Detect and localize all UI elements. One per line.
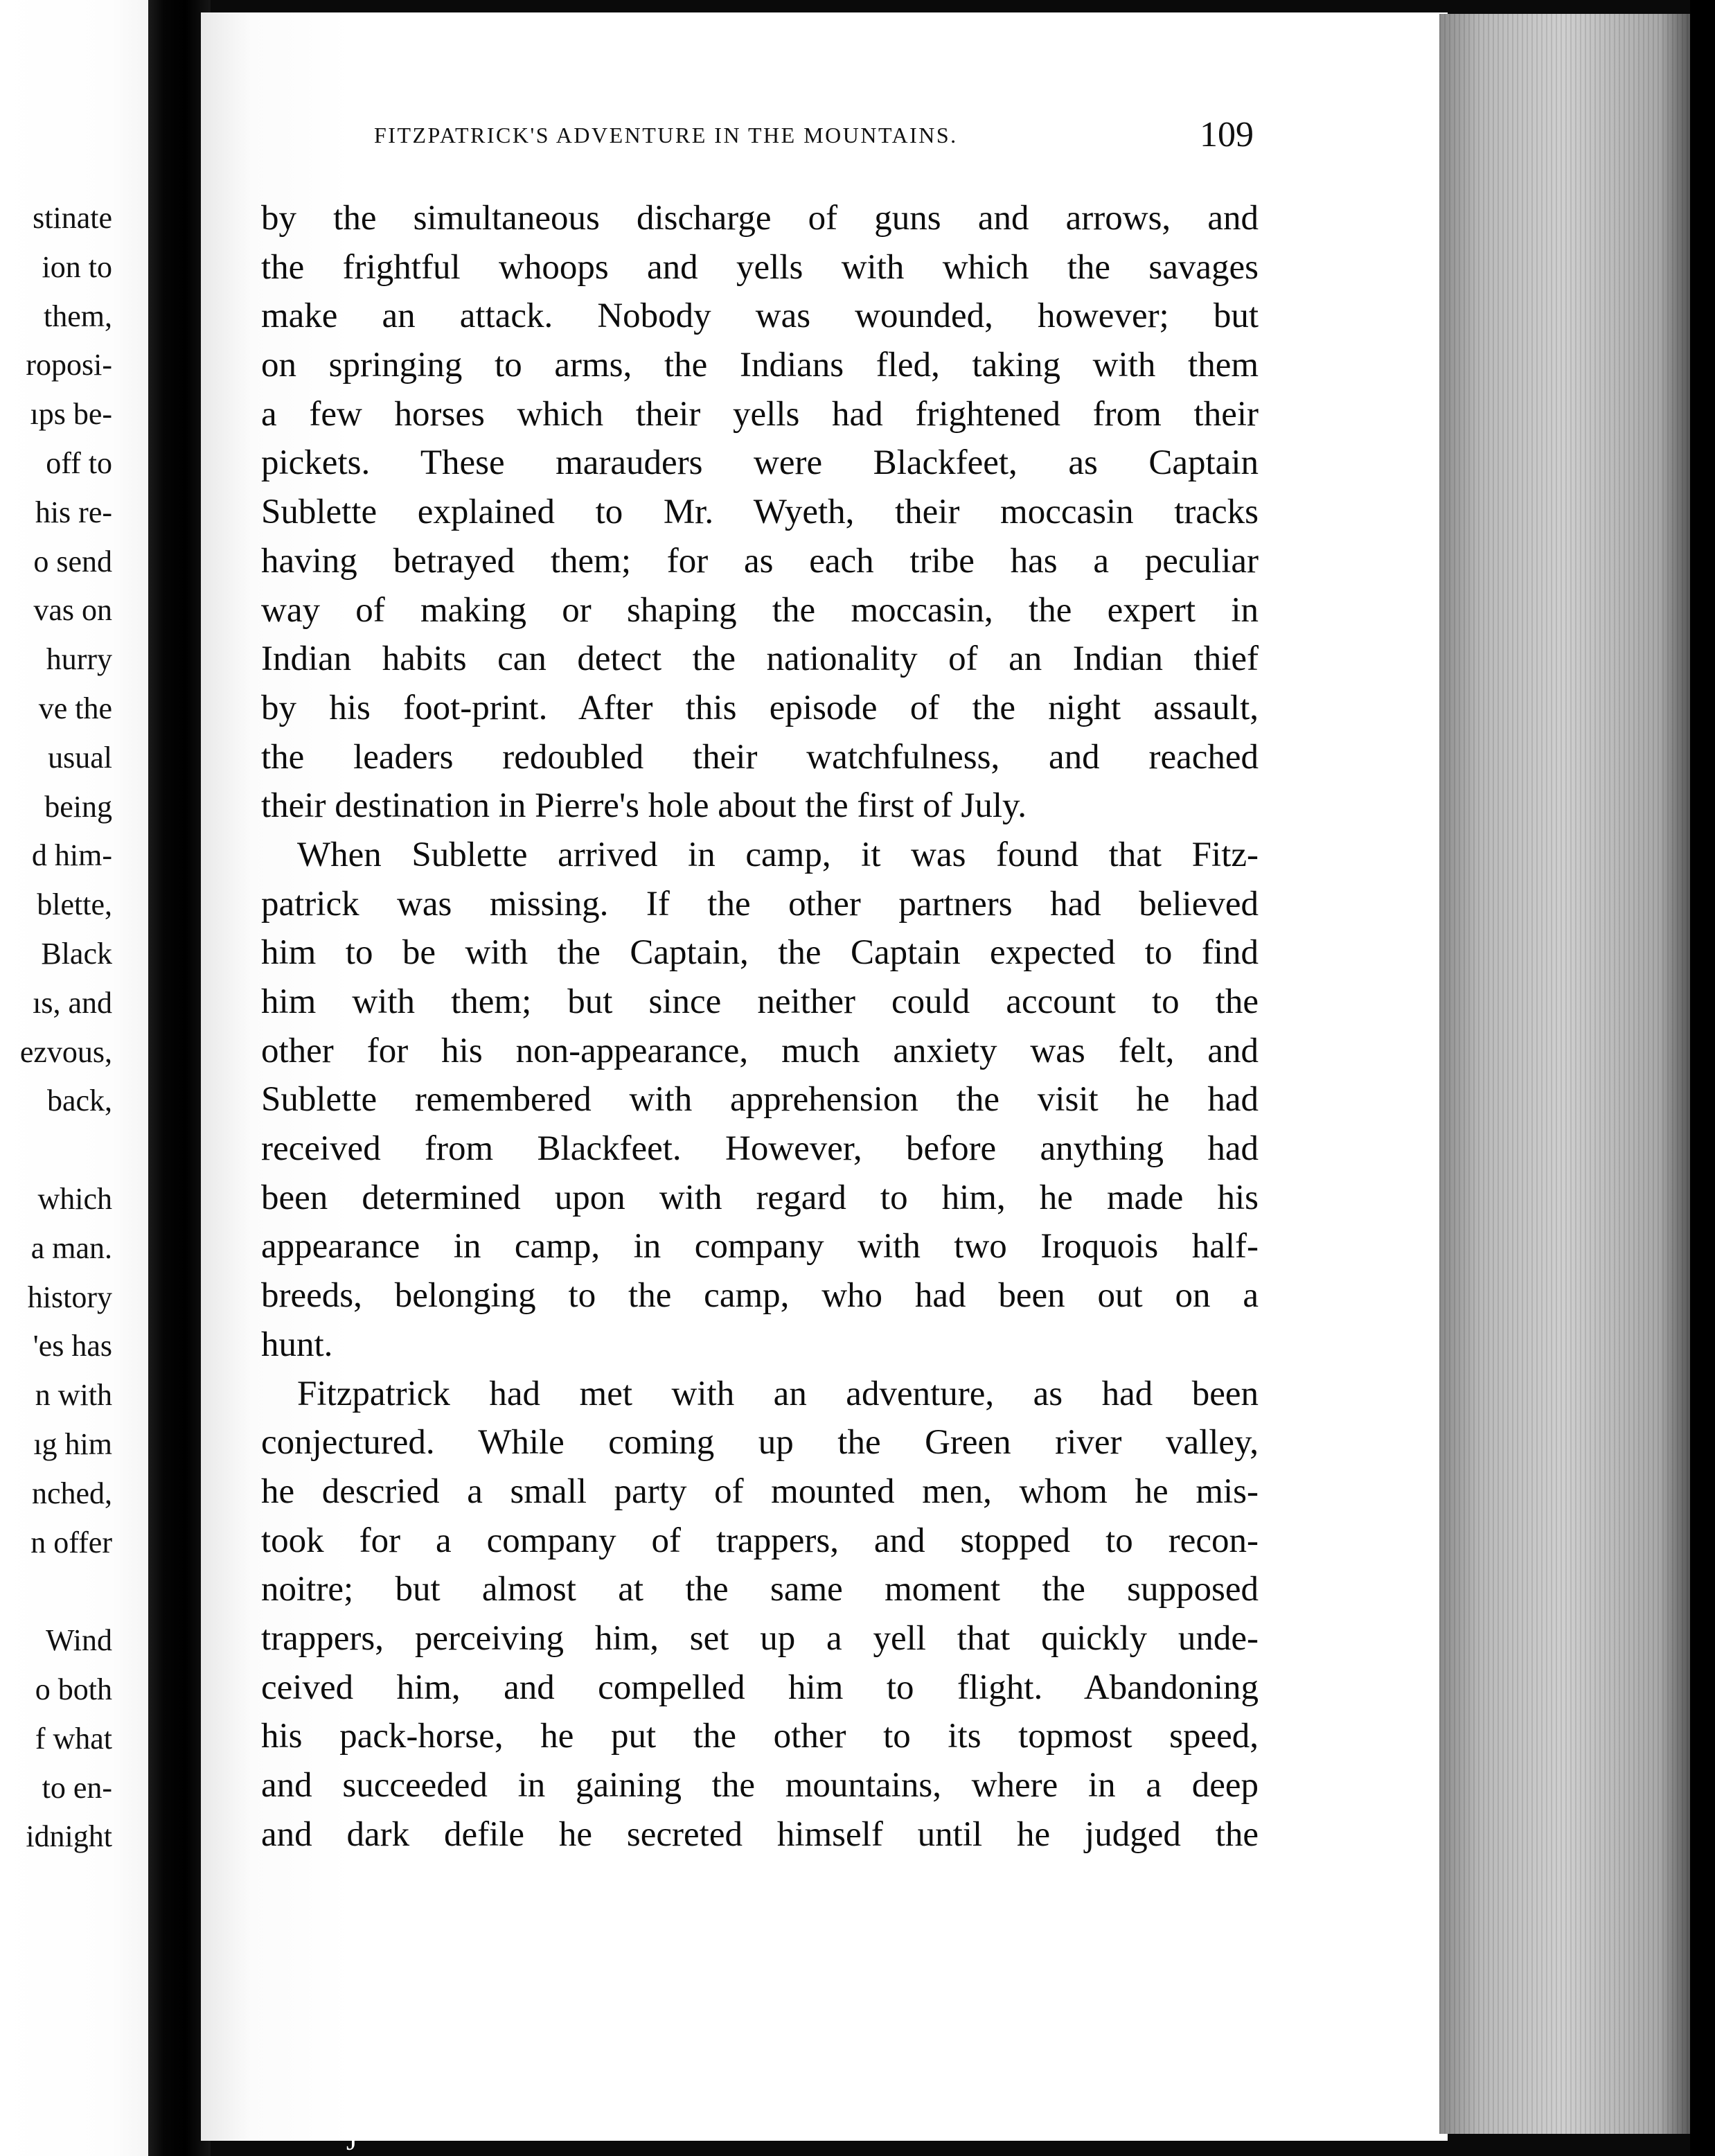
left-line: o both (35, 1672, 112, 1706)
left-line: 'es has (33, 1329, 112, 1363)
left-line: which (37, 1181, 112, 1216)
text-line: pickets. These marauders were Blackfeet, as Captain (261, 443, 1259, 483)
left-line: ion to (42, 249, 112, 284)
text-line: way of making or shaping the moccasin, the expert in (261, 590, 1259, 630)
text-line: Sublette remembered with apprehension the visit he had (261, 1080, 1259, 1120)
text-line: a few horses which their yells had frightened from their (261, 394, 1259, 434)
text-line: he descried a small party of mounted men, whom he mis- (261, 1472, 1259, 1511)
text-line: appearance in camp, in company with two Iroquois half- (261, 1227, 1259, 1266)
left-line: roposi- (26, 348, 112, 382)
text-line: breeds, belonging to the camp, who had been out on a (261, 1276, 1259, 1316)
text-line: Indian habits can detect the nationality of an Indian thief (261, 639, 1259, 679)
left-line: idnight (26, 1819, 112, 1854)
page-edges-stack (1439, 14, 1715, 2134)
text-line: his pack-horse, he put the other to its topmost speed, (261, 1717, 1259, 1756)
left-line: off to (46, 445, 112, 480)
left-line: back, (46, 1084, 112, 1118)
text-line: received from Blackfeet. However, before anything had (261, 1129, 1259, 1169)
left-line: n with (35, 1378, 112, 1413)
left-line (0, 1126, 112, 1175)
left-line: o send (33, 544, 112, 578)
text-line: and dark defile he secreted himself until he judged the (261, 1814, 1259, 1854)
text-line: Sublette explained to Mr. Wyeth, their moccasin tracks (261, 493, 1259, 532)
text-line: their destination in Pierre's hole about the first of July. (261, 786, 1027, 826)
left-line: them, (44, 299, 112, 333)
text-line: Fitzpatrick had met with an adventure, as had been (297, 1374, 1259, 1413)
left-line: ezvous, (19, 1034, 112, 1069)
body-text (261, 194, 1259, 1859)
text-line: the frightful whoops and yells with which the savages (261, 247, 1259, 287)
text-line: noitre; but almost at the same moment the supposed (261, 1570, 1259, 1609)
text-line: him to be with the Captain, the Captain expected to find (261, 933, 1259, 973)
left-line: hurry (46, 642, 112, 677)
left-line: d him- (31, 838, 112, 873)
left-line: ıps be- (30, 397, 112, 432)
left-line: usual (48, 740, 112, 775)
left-line: being (44, 789, 112, 824)
text-line: and succeeded in gaining the mountains, where in a deep (261, 1766, 1259, 1805)
text-line: on springing to arms, the Indians fled, taking with them (261, 346, 1259, 385)
left-line: Wind (46, 1623, 112, 1658)
left-line: f what (35, 1721, 112, 1756)
left-line (0, 1567, 112, 1616)
left-line: a man. (30, 1230, 112, 1265)
left-line: to en- (42, 1770, 112, 1805)
left-page-text (0, 194, 112, 1862)
text-line: When Sublette arrived in camp, it was found that Fitz- (297, 835, 1259, 874)
left-line: ıs, and (33, 985, 112, 1020)
text-line: having betrayed them; for as each tribe has a peculiar (261, 541, 1259, 581)
left-line: ıg him (33, 1426, 112, 1461)
text-line: other for his non-appearance, much anxiety was felt, and (261, 1031, 1259, 1070)
left-line: history (27, 1280, 112, 1314)
running-header (374, 114, 1274, 156)
left-line: blette, (37, 887, 112, 922)
left-line: nched, (31, 1476, 112, 1510)
left-line: vas on (33, 593, 112, 628)
scan-mark: J (346, 2125, 357, 2156)
text-line: trappers, perceiving him, set up a yell that quickly unde- (261, 1618, 1259, 1658)
text-line: the leaders redoubled their watchfulness, and reached (261, 737, 1259, 777)
text-line: make an attack. Nobody was wounded, however; but (261, 297, 1259, 336)
text-line: ceived him, and compelled him to flight. Abandoning (261, 1668, 1259, 1707)
running-title: FITZPATRICK'S ADVENTURE IN THE MOUNTAINS. (374, 123, 958, 148)
left-line: n offer (30, 1525, 112, 1559)
left-line: ve the (38, 691, 112, 725)
text-line: conjectured. While coming up the Green river valley, (261, 1423, 1259, 1463)
text-line: hunt. (261, 1325, 333, 1364)
left-line: his re- (35, 495, 112, 529)
text-line: patrick was missing. If the other partners had believed (261, 884, 1259, 924)
left-line: Black (41, 936, 112, 971)
text-line: him with them; but since neither could account to the (261, 982, 1259, 1021)
text-line: by his foot-print. After this episode of the night assault, (261, 688, 1259, 727)
text-line: been determined upon with regard to him, he made his (261, 1178, 1259, 1217)
page-number: 109 (1200, 115, 1254, 154)
left-line: stinate (33, 201, 112, 235)
text-line: took for a company of trappers, and stopped to recon- (261, 1521, 1259, 1560)
scan-border (1690, 0, 1715, 2156)
left-page (0, 0, 161, 2156)
text-line: by the simultaneous discharge of guns and arrows, and (261, 199, 1259, 238)
